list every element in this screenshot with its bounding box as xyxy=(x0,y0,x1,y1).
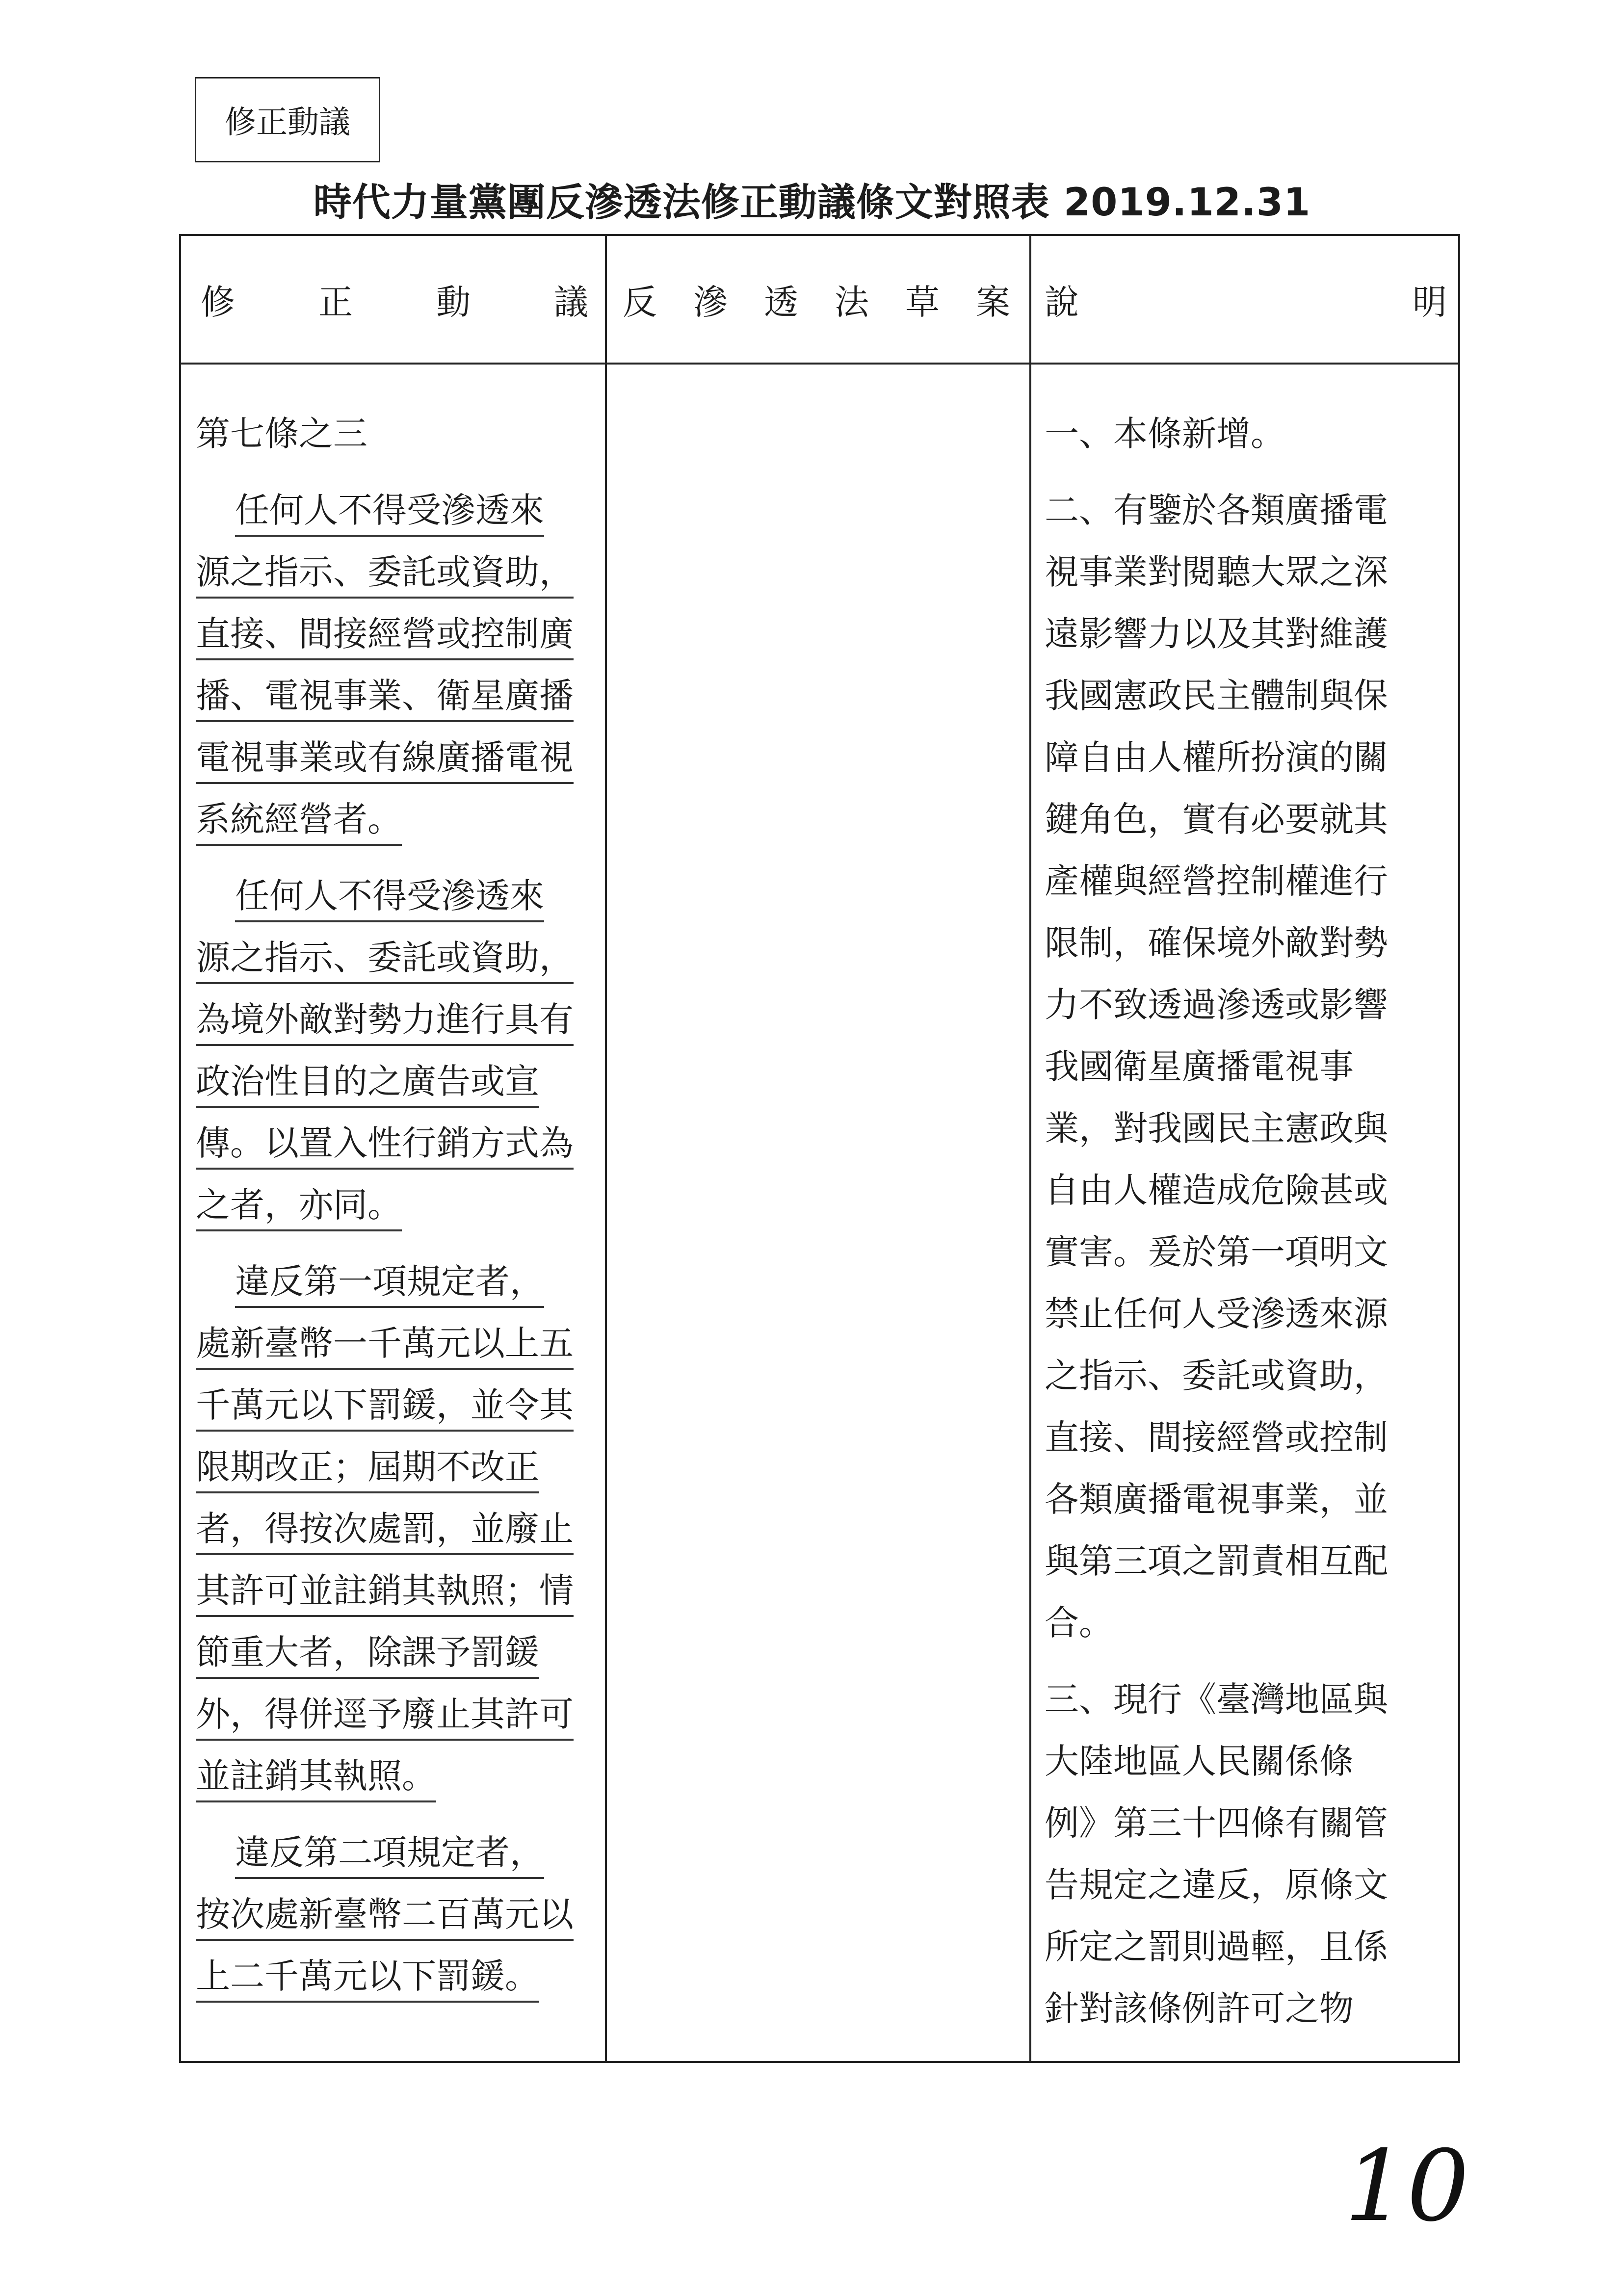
underlined-text: 並註銷其執照。 xyxy=(196,1751,436,1802)
amendment-line xyxy=(196,788,598,850)
underlined-text: 限期改正；屆期不改正 xyxy=(196,1442,539,1493)
explanation-column xyxy=(1045,403,1452,2039)
underlined-text: 按次處新臺幣二百萬元以 xyxy=(196,1890,574,1941)
underlined-text: 上二千萬元以下罰鍰。 xyxy=(196,1952,539,2003)
explanation-line: 大陸地區人民關係條 xyxy=(1045,1741,1354,1781)
explanation-line: 禁止任何人受滲透來源 xyxy=(1045,1294,1388,1334)
amendment-line xyxy=(196,1560,598,1621)
document-title: 時代力量黨團反滲透法修正動議條文對照表 2019.12.31 xyxy=(313,181,1311,225)
underlined-text: 其許可並註銷其執照；情 xyxy=(196,1566,574,1617)
explanation-line: 之指示、委託或資助， xyxy=(1045,1356,1388,1396)
explanation-line: 各類廣播電視事業，並 xyxy=(1045,1479,1388,1519)
underlined-text: 違反第一項規定者， xyxy=(235,1257,544,1308)
explanation-line: 力不致透過滲透或影響 xyxy=(1045,985,1388,1025)
explanation-line: 限制，確保境外敵對勢 xyxy=(1045,923,1388,963)
header-char: 滲 xyxy=(693,282,728,322)
header-char: 修 xyxy=(201,282,235,322)
amendment-line xyxy=(196,1436,598,1498)
explanation-line: 三、現行《臺灣地區與 xyxy=(1045,1679,1388,1720)
header-amendment xyxy=(201,236,588,363)
explanation-line: 二、有鑒於各類廣播電 xyxy=(1045,490,1388,530)
underlined-text: 節重大者，除課予罰鍰 xyxy=(196,1628,539,1679)
underlined-text: 之者，亦同。 xyxy=(196,1180,402,1231)
underlined-text: 播、電視事業、衛星廣播 xyxy=(196,671,574,722)
paragraph-gap xyxy=(1045,465,1452,479)
amendment-line xyxy=(196,1174,598,1236)
underlined-text: 傳。以置入性行銷方式為 xyxy=(196,1119,574,1170)
amendment-line xyxy=(196,1683,598,1745)
explanation-line: 鍵角色，實有必要就其 xyxy=(1045,799,1388,839)
explanation-line: 實害。爰於第一項明文 xyxy=(1045,1232,1388,1272)
explanation-line: 一、本條新增。 xyxy=(1045,414,1285,454)
explanation-line: 針對該條例許可之物 xyxy=(1045,1988,1354,2029)
amendment-line xyxy=(196,541,598,603)
header-divider xyxy=(181,363,1458,365)
paragraph-gap xyxy=(196,465,598,479)
explanation-line: 所定之罰則過輕，且係 xyxy=(1045,1927,1388,1967)
amendment-line xyxy=(196,603,598,665)
amendment-column xyxy=(196,403,598,2007)
explanation-line: 視事業對閱聽大眾之深 xyxy=(1045,552,1388,592)
underlined-text: 電視事業或有線廣播電視 xyxy=(196,733,574,784)
header-char: 說 xyxy=(1045,282,1079,322)
underlined-text: 千萬元以下罰鍰，並令其 xyxy=(196,1381,574,1432)
header-char: 反 xyxy=(623,282,657,322)
amendment-line xyxy=(196,1945,598,2007)
explanation-line: 直接、間接經營或控制 xyxy=(1045,1417,1388,1458)
paragraph-gap xyxy=(196,1807,598,1822)
explanation-line: 告規定之違反，原條文 xyxy=(1045,1865,1388,1905)
column-divider xyxy=(1029,236,1031,2061)
handwritten-page-number: 10 xyxy=(1344,2129,1469,2244)
explanation-line: 業，對我國民主憲政與 xyxy=(1045,1108,1388,1148)
underlined-text: 處新臺幣一千萬元以上五 xyxy=(196,1319,574,1370)
header-explanation xyxy=(1045,236,1447,363)
underlined-text: 源之指示、委託或資助， xyxy=(196,548,574,599)
motion-stamp: 修正動議 xyxy=(195,77,380,162)
underlined-text: 系統經營者。 xyxy=(196,795,402,846)
amendment-line xyxy=(196,1312,598,1374)
header-char: 議 xyxy=(554,282,588,322)
underlined-text: 源之指示、委託或資助， xyxy=(196,933,574,984)
explanation-line: 與第三項之罰責相互配 xyxy=(1045,1541,1388,1581)
paragraph-gap xyxy=(1045,1654,1452,1669)
underlined-text: 政治性目的之廣告或宣 xyxy=(196,1057,539,1108)
explanation-line: 遠影響力以及其對維護 xyxy=(1045,614,1388,654)
underlined-text: 為境外敵對勢力進行具有 xyxy=(196,995,574,1046)
explanation-line: 障自由人權所扮演的關 xyxy=(1045,737,1388,778)
underlined-text: 直接、間接經營或控制廣 xyxy=(196,609,574,660)
header-char: 法 xyxy=(835,282,869,322)
amendment-line xyxy=(196,727,598,788)
explanation-line: 合。 xyxy=(1045,1603,1113,1643)
header-char: 正 xyxy=(318,282,353,322)
underlined-text: 違反第二項規定者， xyxy=(235,1828,544,1879)
comparison-table xyxy=(179,234,1460,2063)
header-char: 草 xyxy=(905,282,940,322)
underlined-text: 任何人不得受滲透來 xyxy=(235,871,544,922)
amendment-line xyxy=(196,1883,598,1945)
article-number: 第七條之三 xyxy=(196,414,367,454)
amendment-line xyxy=(196,989,598,1050)
paragraph-gap xyxy=(196,850,598,865)
amendment-line xyxy=(196,665,598,727)
header-char: 案 xyxy=(976,282,1010,322)
amendment-line xyxy=(196,1050,598,1112)
explanation-line: 我國衛星廣播電視事 xyxy=(1045,1046,1354,1087)
explanation-line: 我國憲政民主體制與保 xyxy=(1045,676,1388,716)
header-char: 明 xyxy=(1413,282,1447,322)
amendment-line xyxy=(196,927,598,989)
amendment-line xyxy=(196,479,598,541)
amendment-line xyxy=(196,1822,598,1883)
amendment-line xyxy=(196,1498,598,1560)
underlined-text: 任何人不得受滲透來 xyxy=(235,486,544,537)
amendment-line xyxy=(196,865,598,927)
amendment-line xyxy=(196,1745,598,1807)
amendment-line xyxy=(196,1112,598,1174)
amendment-line xyxy=(196,1621,598,1683)
underlined-text: 外，得併逕予廢止其許可 xyxy=(196,1690,574,1741)
amendment-line xyxy=(196,1374,598,1436)
explanation-line: 產權與經營控制權進行 xyxy=(1045,861,1388,901)
underlined-text: 者，得按次處罰，並廢止 xyxy=(196,1504,574,1555)
amendment-line xyxy=(196,1251,598,1312)
explanation-line: 例》第三十四條有關管 xyxy=(1045,1803,1388,1843)
explanation-line: 自由人權造成危險甚或 xyxy=(1045,1170,1388,1210)
paragraph-gap xyxy=(196,1236,598,1251)
header-char: 動 xyxy=(436,282,471,322)
header-char: 透 xyxy=(764,282,798,322)
column-divider xyxy=(605,236,607,2061)
header-draft-bill xyxy=(623,236,1015,363)
